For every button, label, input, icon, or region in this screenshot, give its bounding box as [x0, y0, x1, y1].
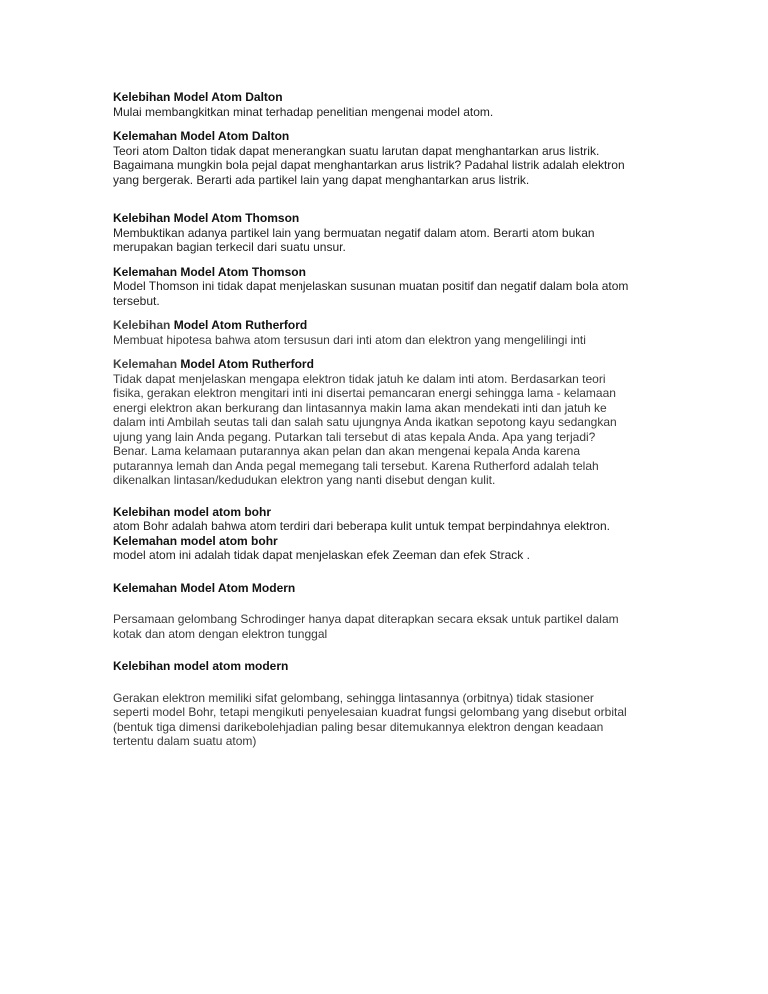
body-line: Teori atom Dalton tidak dapat menerangkan suatu larutan dapat menghantarkan arus listrik. [113, 143, 600, 158]
heading-rest: Model Atom Rutherford [173, 318, 308, 332]
body-line: Gerakan elektron memiliki sifat gelombang, sehingga lintasannya (orbitnya) tidak stasioner [113, 690, 594, 705]
section-rutherford-advantages [113, 318, 658, 347]
section-heading: Kelebihan Model Atom Dalton [113, 90, 283, 104]
section-heading: Kelebihan model atom bohr [113, 504, 272, 519]
section-body [113, 226, 658, 255]
section-body [113, 105, 658, 120]
section-body [113, 612, 658, 641]
body-line: energi elektron akan berkurang dan lintasannya makin lama akan mendekati inti dan jatuh ke [113, 400, 607, 415]
section-dalton-weaknesses [113, 129, 658, 187]
body-line: putarannya lemah dan Anda pegal memegang tali tersebut. Karena Rutherford adalah telah [113, 458, 599, 473]
section-modern-weaknesses [113, 581, 658, 642]
body-line: dikenalkan lintasan/kedudukan elektron yang nanti disebut dengan kulit. [113, 473, 496, 487]
section-dalton-advantages [113, 90, 658, 119]
section-thomson-advantages [113, 211, 658, 255]
heading-rest: Model Atom Rutherford [180, 357, 314, 371]
section-heading: Kelemahan Model Atom Dalton [113, 129, 290, 143]
section-heading: Kelemahan Model Atom Thomson [113, 264, 306, 279]
section-body [113, 548, 658, 563]
section-modern-advantages [113, 659, 658, 749]
section-bohr-weaknesses [113, 534, 658, 563]
section-heading: Kelebihan Model Atom Thomson [113, 211, 300, 225]
section-rutherford-weaknesses [113, 357, 658, 488]
body-line: ujung yang lain Anda pegang. Putarkan tali tersebut di atas kepala Anda. Apa yang terjadi? [113, 429, 596, 444]
body-line: Membuktikan adanya partikel lain yang bermuatan negatif dalam atom. Berarti atom bukan [113, 225, 595, 240]
section-body [113, 144, 658, 188]
section-heading: Kelemahan Model Atom Modern [113, 580, 296, 595]
section-heading [113, 318, 658, 333]
body-line: Persamaan gelombang Schrodinger hanya dapat diterapkan secara eksak untuk partikel dalam [113, 612, 619, 626]
section-heading: Kelebihan model atom modern [113, 659, 289, 673]
body-line: atom Bohr adalah bahwa atom terdiri dari beberapa kulit untuk tempat berpindahnya elektron. [113, 519, 610, 533]
section-heading: Kelemahan model atom bohr [113, 533, 278, 548]
document-page [113, 90, 658, 749]
body-line: dalam inti Ambilah seutas tali dan salah satu ujungnya Anda ikatkan sepotong kayu sedangkan [113, 415, 617, 429]
body-line: fisika, gerakan elektron mengitari inti ini disertai pemancaran energi sehingga lama - kelamaan [113, 386, 616, 400]
section-body [113, 691, 658, 749]
section-body [113, 372, 658, 488]
body-line: Mulai membangkitkan minat terhadap penelitian mengenai model atom. [113, 104, 494, 119]
body-line: Benar. Lama kelamaan putarannya akan pelan dan akan mengenai kepala Anda karena [113, 444, 581, 458]
heading-prefix: Kelemahan [113, 357, 178, 371]
body-line: seperti model Bohr, tetapi mengikuti penyelesaian kuadrat fungsi gelombang yang disebut orbital [113, 705, 627, 719]
body-line: kotak dan atom dengan elektron tunggal [113, 626, 328, 641]
body-line: merupakan bagian terkecil dari suatu unsur. [113, 240, 346, 254]
heading-prefix: Kelebihan [113, 318, 171, 332]
body-line: tersebut. [113, 293, 160, 308]
section-body [113, 279, 658, 308]
body-line: Bagaimana mungkin bola pejal dapat menghantarkan arus listrik? Padahal listrik adalah elektron [113, 158, 625, 172]
section-body [113, 519, 658, 534]
section-bohr-advantages [113, 505, 658, 534]
section-body [113, 333, 658, 348]
body-line: Model Thomson ini tidak dapat menjelaskan susunan muatan positif dan negatif dalam bola atom [113, 279, 629, 293]
section-thomson-weaknesses [113, 265, 658, 309]
body-line: tertentu dalam suatu atom) [113, 734, 257, 748]
body-line: Membuat hipotesa bahwa atom tersusun dari inti atom dan elektron yang mengelilingi inti [113, 332, 586, 347]
section-heading [113, 357, 658, 372]
body-line: model atom ini adalah tidak dapat menjelaskan efek Zeeman dan efek Strack . [113, 548, 530, 562]
body-line: (bentuk tiga dimensi darikebolehjadian paling besar ditemukannya elektron dengan keadaan [113, 719, 604, 734]
body-line: Tidak dapat menjelaskan mengapa elektron tidak jatuh ke dalam inti atom. Berdasarkan teori [113, 371, 606, 386]
body-line: yang bergerak. Berarti ada partikel lain yang dapat menghantarkan arus listrik. [113, 172, 530, 187]
